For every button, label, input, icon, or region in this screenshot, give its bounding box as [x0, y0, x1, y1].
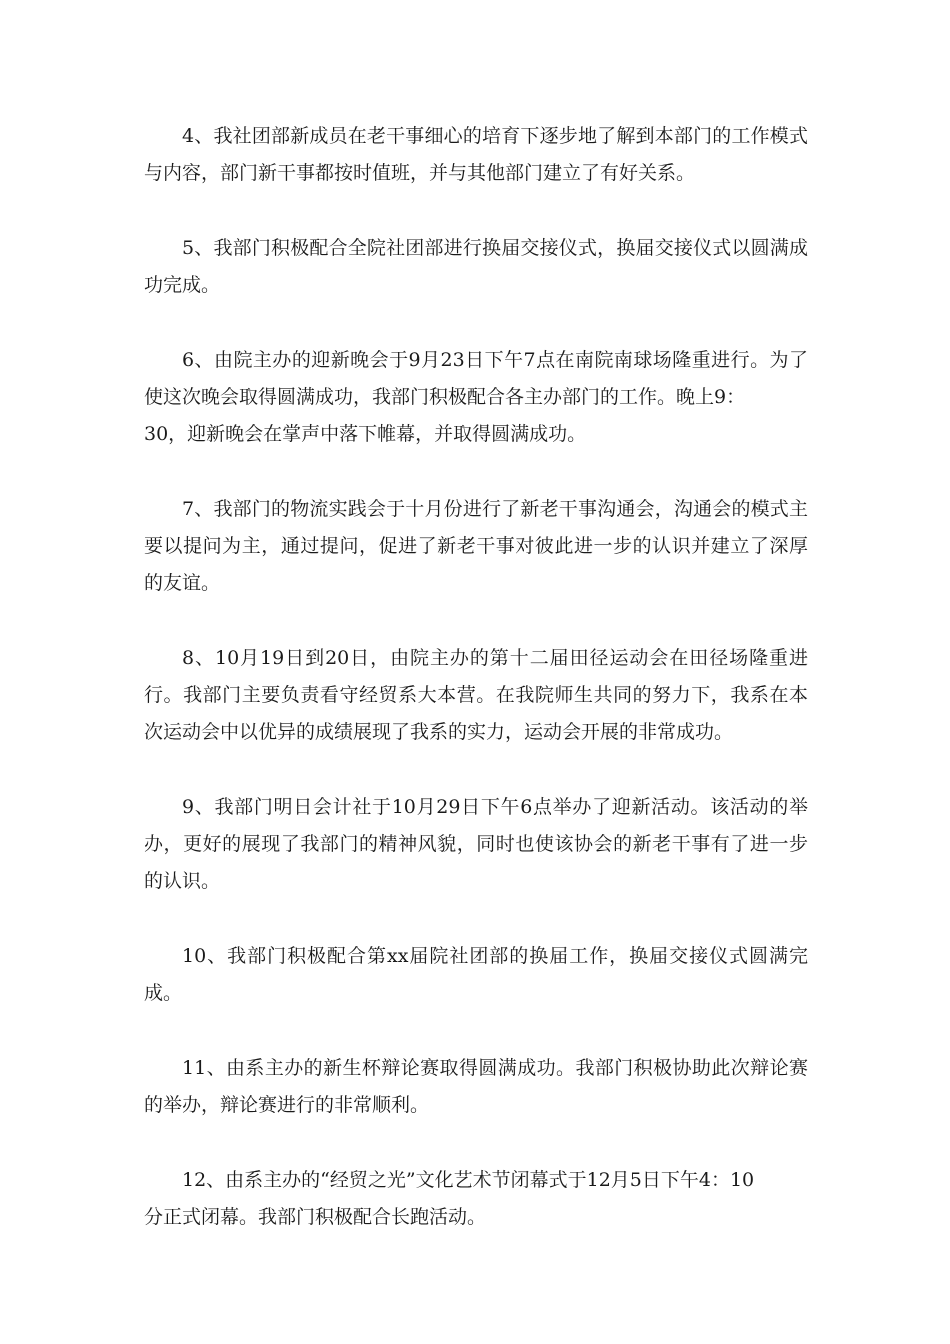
document-body — [144, 118, 808, 1274]
paragraph-item-12: 12、由系主办的“经贸之光”文化艺术节闭幕式于12月5日下午4：10 分正式闭幕。我部门积极配合长跑活动。 — [144, 1169, 755, 1228]
paragraph-item-7: 7、我部门的物流实践会于十月份进行了新老干事沟通会，沟通会的模式主要以提问为主，通过提问，促进了新老干事对彼此进一步的认识并建立了深厚的友谊。 — [144, 498, 808, 594]
paragraph-item-9: 9、我部门明日会计社于10月29日下午6点举办了迎新活动。该活动的举办，更好的展现了我部门的精神风貌，同时也使该协会的新老干事有了进一步的认识。 — [144, 796, 808, 892]
paragraph-item-8: 8、10月19日到20日，由院主办的第十二届田径运动会在田径场隆重进行。我部门主要负责看守经贸系大本营。在我院师生共同的努力下，我系在本次运动会中以优异的成绩展现了我系的实力，运动会开展的非常成功。 — [144, 647, 808, 743]
paragraph-item-4: 4、我社团部新成员在老干事细心的培育下逐步地了解到本部门的工作模式与内容，部门新干事都按时值班，并与其他部门建立了有好关系。 — [144, 125, 808, 184]
paragraph-item-6: 6、由院主办的迎新晚会于9月23日下午7点在南院南球场隆重进行。为了使这次晚会取得圆满成功，我部门积极配合各主办部门的工作。晚上9： 30，迎新晚会在掌声中落下帷幕，并取得圆满成功。 — [144, 349, 808, 445]
paragraph-item-5: 5、我部门积极配合全院社团部进行换届交接仪式，换届交接仪式以圆满成功完成。 — [144, 237, 808, 296]
paragraph-item-10: 10、我部门积极配合第xx届院社团部的换届工作，换届交接仪式圆满完成。 — [144, 945, 808, 1004]
paragraph-item-11: 11、由系主办的新生杯辩论赛取得圆满成功。我部门积极协助此次辩论赛的举办，辩论赛进行的非常顺利。 — [144, 1057, 808, 1116]
